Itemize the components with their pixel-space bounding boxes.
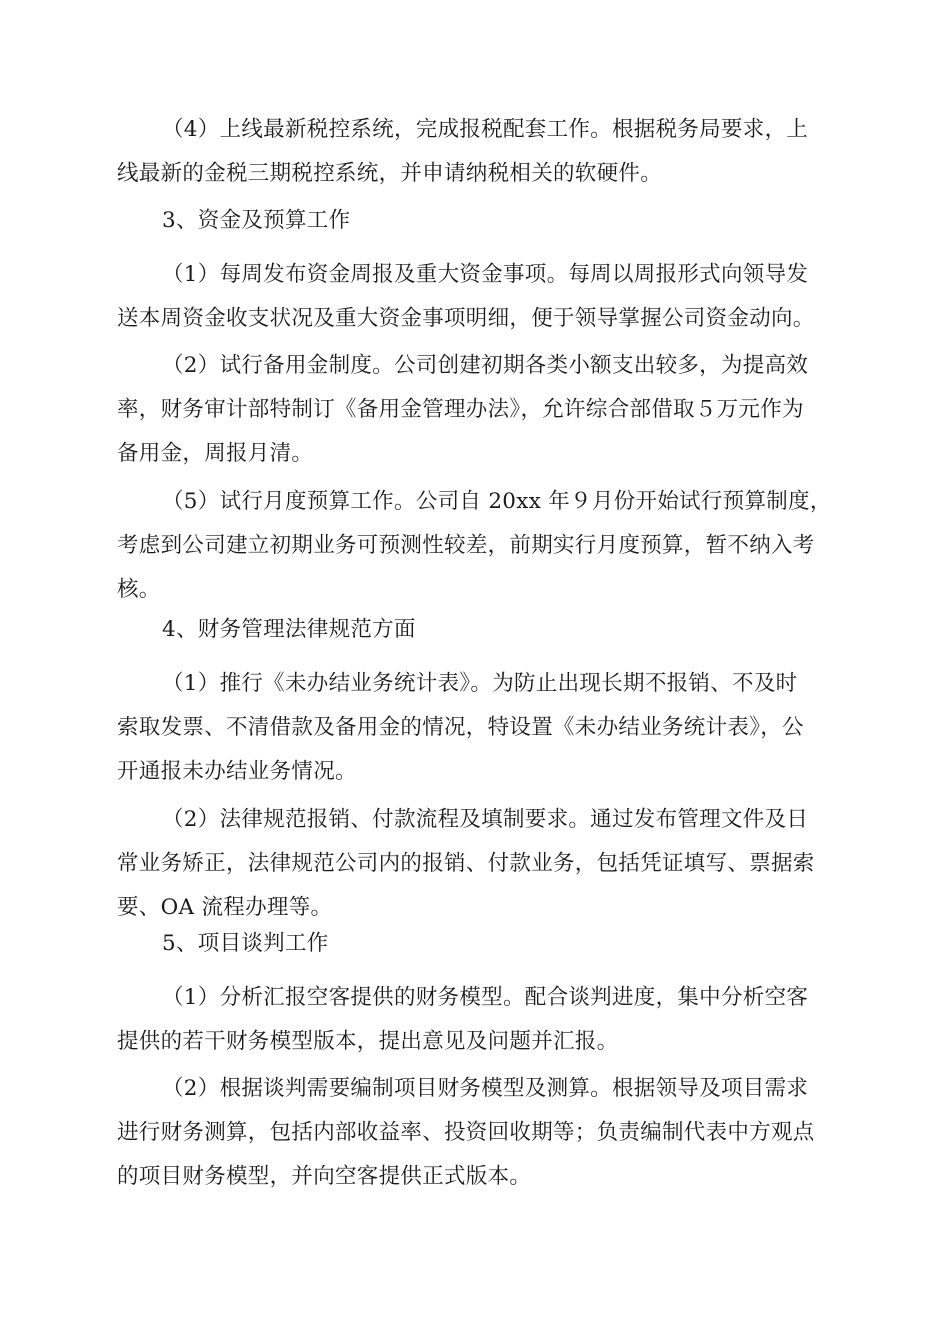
text-line: （1）每周发布资金周报及重大资金事项。每周以周报形式向领导发 [162,262,809,287]
text-line: 率，财务审计部特制订《备用金管理办法》，允许综合部借取５万元作为 [117,397,804,422]
section-heading-funds-budget [117,199,837,243]
text-line: 送本周资金收支状况及重大资金事项明细，便于领导掌握公司资金动向。 [117,306,815,331]
text-line: 线最新的金税三期税控系统，并申请纳税相关的软硬件。 [117,161,663,186]
paragraph-weekly-funds-report [117,253,837,341]
paragraph-monthly-budget [117,480,837,612]
text-line: （2）法律规范报销、付款流程及填制要求。通过发布管理文件及日 [162,807,809,832]
text-line: （4）上线最新税控系统，完成报税配套工作。根据税务局要求，上 [162,117,809,142]
text-line: （1）推行《未办结业务统计表》。为防止出现长期不报销、不及时 [162,671,798,696]
paragraph-financial-model-analysis [117,976,837,1064]
text-line: 提供的若干财务模型版本，提出意见及问题并汇报。 [117,1029,619,1054]
text-line: 常业务矫正，法律规范公司内的报销、付款业务，包括凭证填写、票据索 [117,851,815,876]
paragraph-tax-control-system [117,108,837,196]
text-line: 索取发票、不清借款及备用金的情况，特设置《未办结业务统计表》，公 [117,715,804,740]
text-line: （5）试行月度预算工作。公司自 20xx 年９月份开始试行预算制度， [162,489,832,514]
section-heading-project-negotiation [117,922,837,966]
text-line: （1）分析汇报空客提供的财务模型。配合谈判进度，集中分析空客 [162,985,809,1010]
text-line: 要、OA 流程办理等。 [117,895,333,920]
paragraph-petty-cash-system [117,344,837,476]
text-line: 考虑到公司建立初期业务可预测性较差，前期实行月度预算，暂不纳入考 [117,533,815,558]
text-line: 的项目财务模型，并向空客提供正式版本。 [117,1164,532,1189]
heading-text: 3、资金及预算工作 [162,208,351,233]
text-line: 开通报未办结业务情况。 [117,759,357,784]
text-line: 进行财务测算，包括内部收益率、投资回收期等；负责编制代表中方观点 [117,1120,815,1145]
paragraph-reimbursement-process [117,798,837,930]
text-line: 备用金，周报月清。 [117,441,314,466]
text-line: （2）试行备用金制度。公司创建初期各类小额支出较多，为提高效 [162,353,809,378]
text-line: 核。 [117,577,161,602]
heading-text: 4、财务管理法律规范方面 [162,617,416,642]
paragraph-project-financial-model [117,1067,837,1199]
section-heading-legal-compliance [117,608,837,652]
text-line: （2）根据谈判需要编制项目财务模型及测算。根据领导及项目需求 [162,1076,809,1101]
paragraph-unfinished-business-table [117,662,837,794]
heading-text: 5、项目谈判工作 [162,931,329,956]
